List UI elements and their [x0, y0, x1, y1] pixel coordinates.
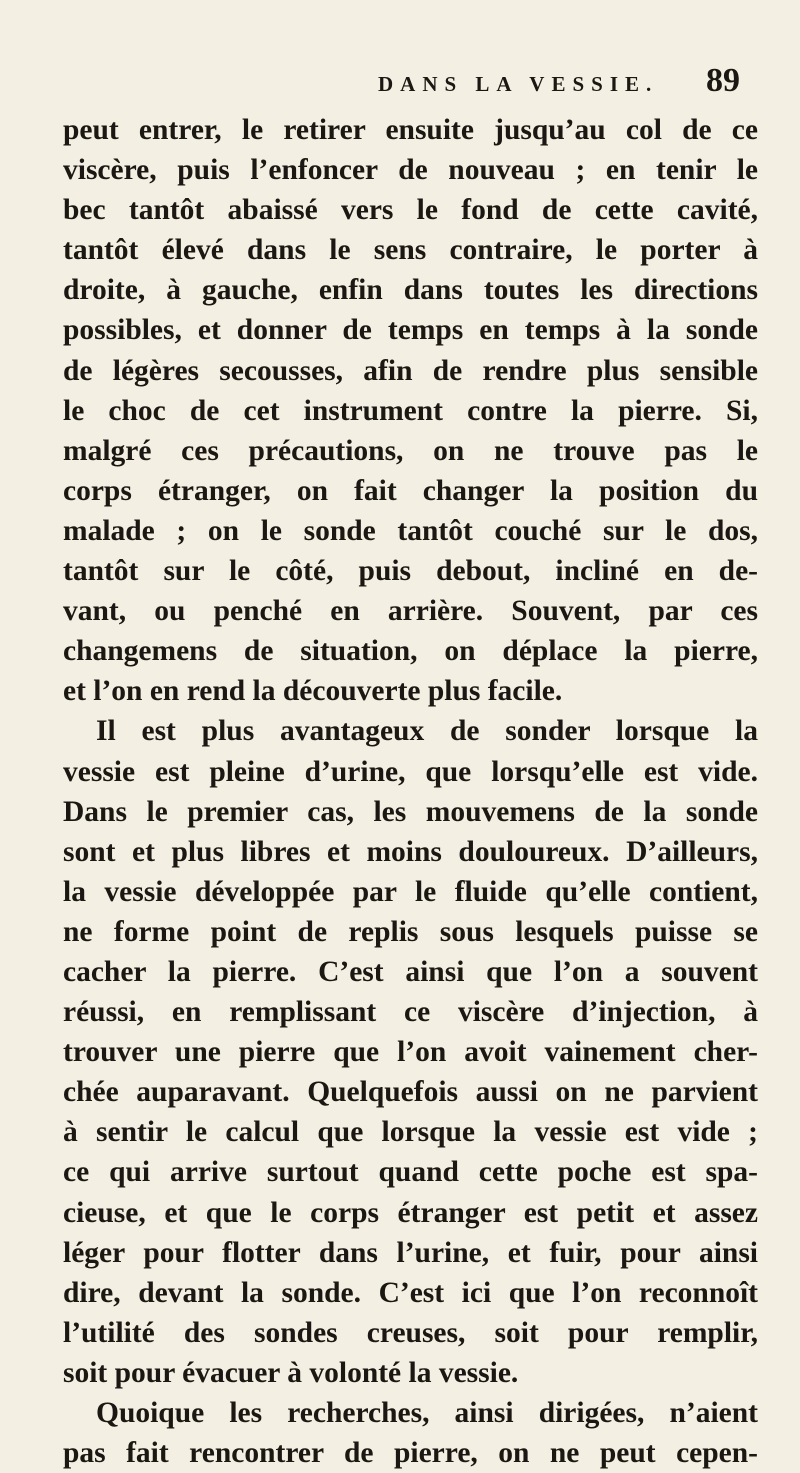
text-line: malgré ces précautions, on ne trouve pas le [63, 434, 758, 467]
text-line: de légères secousses, afin de rendre plus sensible [63, 354, 758, 387]
text-line: viscère, puis l’enfoncer de nouveau ; en tenir le [63, 154, 758, 187]
text-line: à sentir le calcul que lorsque la vessie est vide ; [63, 1116, 758, 1149]
text-line: Il est plus avantageux de sonder lorsque la [96, 715, 758, 748]
text-line: dire, devant la sonde. C’est ici que l’on reconnoît [63, 1276, 758, 1309]
text-line: malade ; on le sonde tantôt couché sur le dos, [63, 514, 758, 547]
text-line: cieuse, et que le corps étranger est petit et assez [63, 1196, 758, 1229]
text-line: trouver une pierre que l’on avoit vainement cher- [63, 1036, 758, 1069]
text-line: et l’on en rend la découverte plus facile. [63, 675, 563, 708]
text-line: le choc de cet instrument contre la pierre. Si, [63, 394, 758, 427]
text-line: soit pour évacuer à volonté la vessie. [63, 1356, 519, 1389]
text-line: pas fait rencontrer de pierre, on ne peut cepen- [63, 1437, 758, 1470]
text-line: chée auparavant. Quelquefois aussi on ne parvient [63, 1076, 758, 1109]
text-line: ne forme point de replis sous lesquels puisse se [63, 915, 758, 948]
text-line: Dans le premier cas, les mouvemens de la sonde [63, 795, 758, 828]
running-title: DANS LA VESSIE. [378, 72, 659, 96]
text-line: changemens de situation, on déplace la pierre, [63, 635, 758, 668]
text-line: bec tantôt abaissé vers le fond de cette cavité, [63, 194, 758, 227]
text-line: vant, ou penché en arrière. Souvent, par ces [63, 595, 758, 628]
text-line: tantôt élevé dans le sens contraire, le porter à [63, 234, 758, 267]
page-number: 89 [706, 62, 740, 99]
text-line: Quoique les recherches, ainsi dirigées, n’aient [96, 1397, 758, 1429]
text-line: la vessie développée par le fluide qu’elle contient, [63, 875, 758, 908]
text-line: corps étranger, on fait changer la position du [63, 474, 758, 507]
text-line: cacher la pierre. C’est ainsi que l’on a souvent [63, 955, 758, 988]
body-text [63, 110, 758, 1473]
text-line: vessie est pleine d’urine, que lorsqu’elle est vide. [63, 755, 758, 788]
text-line: peut entrer, le retirer ensuite jusqu’au col de ce [63, 114, 758, 146]
text-line: possibles, et donner de temps en temps à la sonde [63, 314, 758, 347]
text-line: droite, à gauche, enfin dans toutes les directions [63, 274, 758, 307]
running-head [378, 62, 740, 102]
text-line: ce qui arrive surtout quand cette poche est spa- [63, 1156, 758, 1189]
text-line: l’utilité des sondes creuses, soit pour remplir, [63, 1316, 758, 1349]
text-line: réussi, en remplissant ce viscère d’injection, à [63, 996, 758, 1029]
text-line: léger pour flotter dans l’urine, et fuir, pour ainsi [63, 1236, 758, 1269]
text-line: tantôt sur le côté, puis debout, incliné en de- [63, 555, 758, 588]
text-line: sont et plus libres et moins douloureux. D’ailleurs, [63, 835, 758, 868]
